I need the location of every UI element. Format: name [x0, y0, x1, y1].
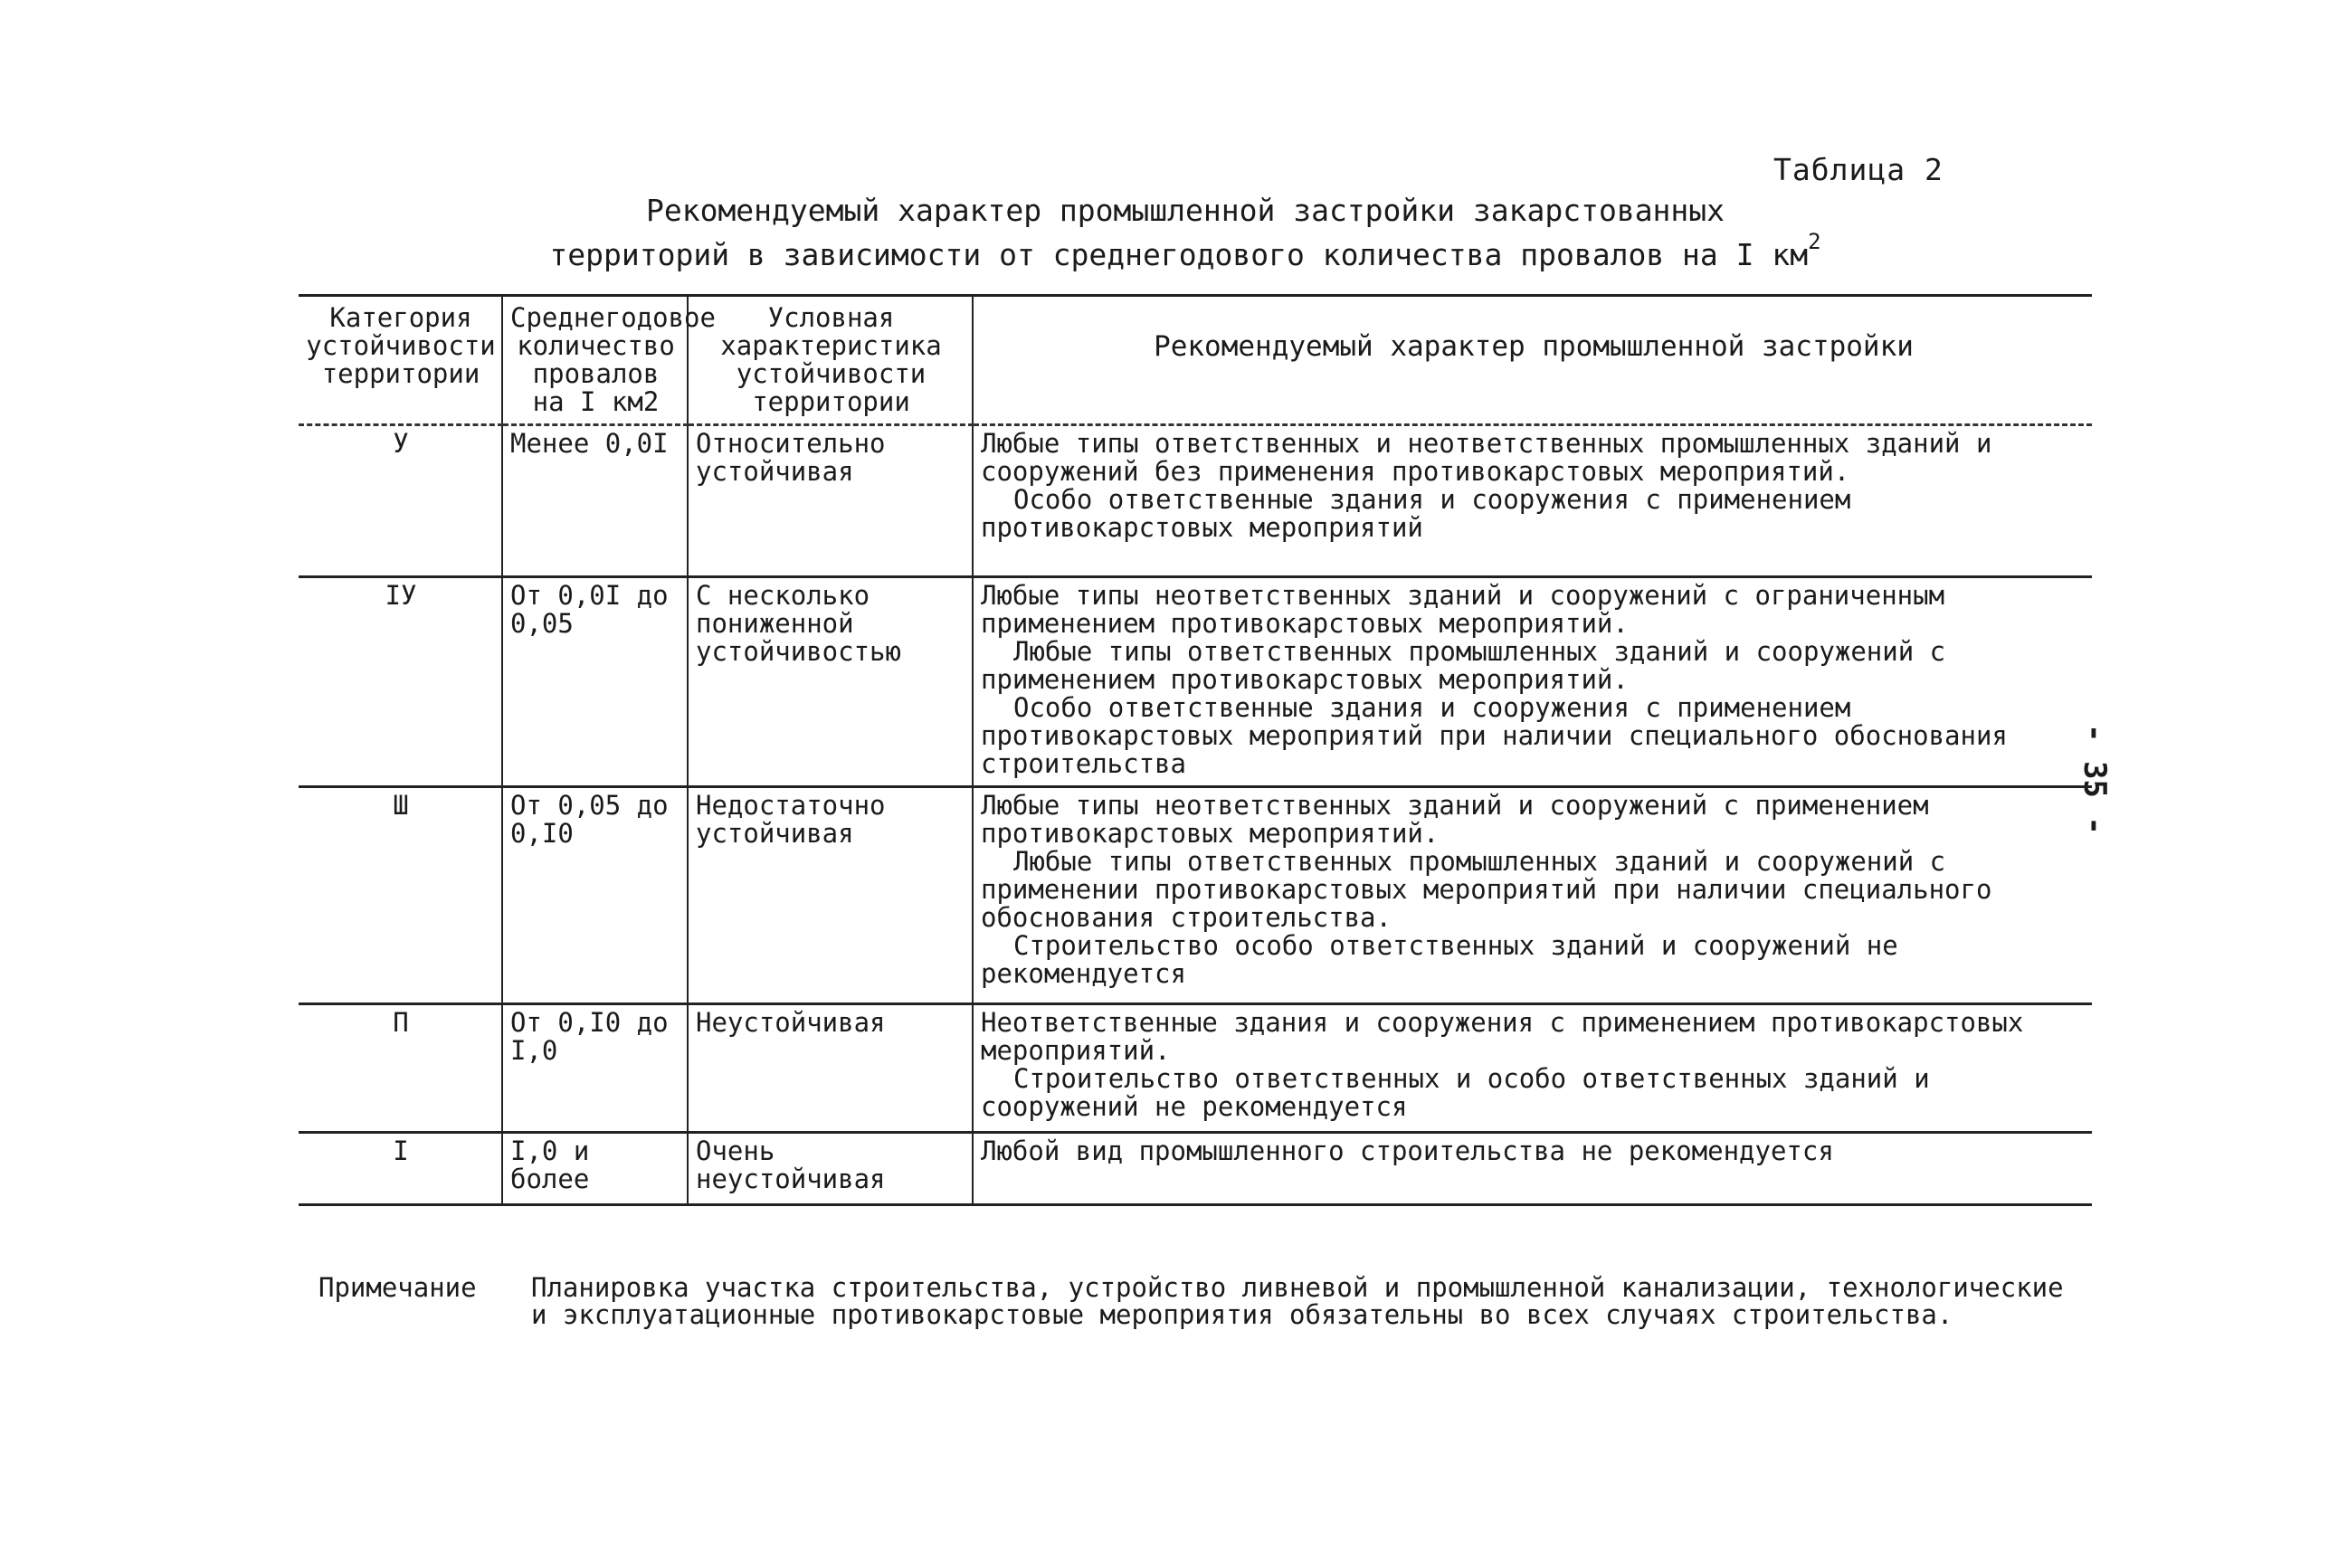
header-count: Среднегодовое количество провалов на I км2	[502, 296, 688, 425]
recommendation-paragraph: Любые типы неответственных зданий и сооружений с применением противокарстовых мероприятий.	[981, 790, 1929, 849]
recommendation-paragraph: Неответственные здания и сооружения с применением противокарстовых мероприятий.	[981, 1007, 2024, 1066]
row-category: I	[299, 1133, 502, 1205]
recommendation-paragraph: Особо ответственные здания и сооружения с применением противокарстовых мероприятий	[981, 484, 1851, 543]
header-characteristic: Условная характеристика устойчивости территории	[688, 296, 973, 425]
table-row	[299, 577, 2092, 787]
row-recommendation	[973, 425, 2092, 577]
table-row	[299, 1004, 2092, 1133]
row-characteristic: Относительно устойчивая	[688, 425, 973, 577]
table-note	[318, 1274, 2083, 1328]
header-category: Категория устойчивости территории	[299, 296, 502, 425]
note-text: Планировка участка строительства, устройство ливневой и промышленной канализации, технологические и эксплуатационные противокарстовые мероприятия обязательны во всех случаях строительства.	[531, 1272, 2064, 1330]
table-row	[299, 787, 2092, 1004]
row-characteristic: Очень неустойчивая	[688, 1133, 973, 1205]
row-category: У	[299, 425, 502, 577]
row-category: Ш	[299, 787, 502, 1004]
page-number: - 35 -	[2077, 724, 2113, 835]
row-recommendation	[973, 1133, 2092, 1205]
note-label: Примечание	[318, 1272, 477, 1303]
row-count: От 0,0I до 0,05	[502, 577, 688, 787]
caption-line-2	[507, 226, 1864, 271]
recommendation-paragraph: Любые типы неответственных зданий и сооружений с ограниченным применением противокарстовых мероприятий.	[981, 580, 1945, 639]
row-category: П	[299, 1004, 502, 1133]
table-caption	[507, 195, 1864, 271]
table-header-row	[299, 296, 2092, 425]
recommendation-paragraph: Любой вид промышленного строительства не рекомендуется	[981, 1136, 1834, 1166]
row-count: От 0,05 до 0,I0	[502, 787, 688, 1004]
karst-construction-table	[299, 294, 2092, 1206]
row-characteristic: Неустойчивая	[688, 1004, 973, 1133]
row-count: I,0 и более	[502, 1133, 688, 1205]
table-row	[299, 425, 2092, 577]
table-number-label: Таблица 2	[1773, 152, 1944, 187]
table-row	[299, 1133, 2092, 1205]
header-recommendation: Рекомендуемый характер промышленной застройки	[973, 296, 2092, 425]
row-recommendation	[973, 1004, 2092, 1133]
recommendation-paragraph: Строительство особо ответственных зданий и сооружений не рекомендуется	[981, 930, 1898, 989]
recommendation-paragraph: Любые типы ответственных промышленных зданий и сооружений с применении противокарстовых мероприятий при наличии специального обоснования строительства.	[981, 846, 1992, 933]
row-count: Менее 0,0I	[502, 425, 688, 577]
caption-line-1: Рекомендуемый характер промышленной застройки закарстованных	[645, 193, 1725, 228]
row-characteristic: Недостаточно устойчивая	[688, 787, 973, 1004]
row-recommendation	[973, 787, 2092, 1004]
recommendation-paragraph: Любые типы ответственных и неответственных промышленных зданий и сооружений без применения противокарстовых мероприятий.	[981, 428, 1992, 487]
row-count: От 0,I0 до I,0	[502, 1004, 688, 1133]
recommendation-paragraph: Особо ответственные здания и сооружения с применением противокарстовых мероприятий при наличии специального обоснования строительства	[981, 692, 2008, 779]
caption-superscript: 2	[1808, 229, 1821, 254]
recommendation-paragraph: Любые типы ответственных промышленных зданий и сооружений с применением противокарстовых мероприятий.	[981, 636, 1946, 695]
row-recommendation	[973, 577, 2092, 787]
row-characteristic: С несколько пониженной устойчивостью	[688, 577, 973, 787]
recommendation-paragraph: Строительство ответственных и особо ответственных зданий и сооружений не рекомендуется	[981, 1063, 1930, 1122]
caption-line-2-text: территорий в зависимости от среднегодового количества провалов на I км	[549, 237, 1809, 272]
row-category: IУ	[299, 577, 502, 787]
